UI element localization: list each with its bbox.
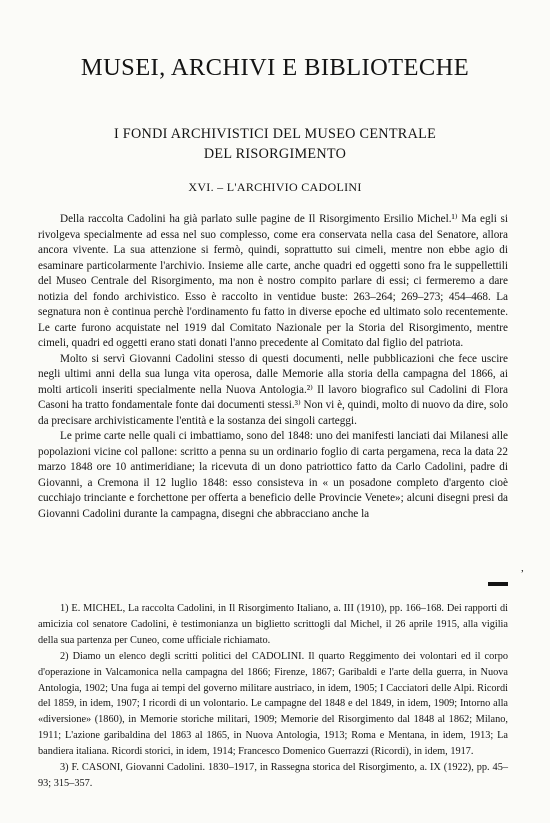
footnotes (38, 601, 508, 792)
section-title: MUSEI, ARCHIVI E BIBLIOTECHE (80, 54, 470, 81)
margin-mark: , (521, 562, 524, 574)
article-title-line-1: I FONDI ARCHIVISTICI DEL MUSEO CENTRALE (113, 126, 437, 142)
body-paragraph-1: Della raccolta Cadolini ha già parlato sulle pagine de Il Risorgimento Ersilio Michel.¹⁾ Ma egli si rivolgeva specialmente ad essa nel suo complesso, come era conservata nella casa del Senatore, allora ancora vivente. La sua attenzione si fermò, quindi, soprattutto sui cimeli, mentre non ebbe agio di esaminare particolarmente l'archivio. Insieme alle carte, anche quadri ed oggetti sono fra le suppellettili del Museo Centrale del Risorgimento, ma non è nostro compito parlare di essi; ci fermeremo a dare notizia del fondo archivistico. Esso è raccolto in ventidue buste: 263–264; 269–273; 454–468. La segnatura non è continua perchè l'ordinamento fu fatto in diverse epoche ed ultimato solo recentemente. Le carte furono acquistate nel 1919 dal Comitato Nazionale per la Storia del Risorgimento, mentre cimeli, quadri ed oggetti erano stati donati l'anno precedente al Comitato dal figlio del patriota. (38, 213, 508, 349)
footnote-1: 1) E. MICHEL, La raccolta Cadolini, in Il Risorgimento Italiano, a. III (1910), pp. 166–168. Dei rapporti di amicizia col senatore Cadolini, è testimonianza un biglietto scrittogli dal Michel, il 26 aprile 1915, alla vigilia della sua partenza per Cuneo, come ufficiale richiamato. (38, 603, 508, 646)
chapter-subtitle: XVI. – L'ARCHIVIO CADOLINI (188, 180, 362, 194)
continuation-mark (488, 582, 508, 586)
footnote-3: 3) F. CASONI, Giovanni Cadolini. 1830–1917, in Rassegna storica del Risorgimento, a. IX (1922), pp. 45–93; 315–357. (38, 762, 508, 789)
body-paragraph-2: Molto si servì Giovanni Cadolini stesso di questi documenti, nelle pubblicazioni che fece uscire negli ultimi anni della sua lunga vita operosa, dalle Memorie alla storia della campagna del 1866, ai molti articoli inseriti specialmente nella Nuova Antologia.²⁾ Il lavoro biografico sul Cadolini di Flora Casoni ha tratto fondamentale fonte dai documenti stessi.³⁾ Non vi è, quindi, molto di nuovo da dire, solo da precisare archivisticamente l'entità e la sostanza dei singoli carteggi. (38, 352, 508, 427)
footnote-2: 2) Diamo un elenco degli scritti politici del CADOLINI. Il quarto Reggimento dei volontari ed il corpo d'operazione in Valcamonica nella campagna del 1866; Firenze, 1867; Garibaldi e l'arte della guerra, in Nuova Antologia, 1902; Una fuga ai tempi del governo militare austriaco, in idem, 1905; I Cacciatori delle Alpi. Ricordi del 1859, in idem, 1907; I ricordi di un volontario. Le campagne del 1848 e del 1849, in idem, 1909; Intorno alla «diversione» (1860), in Memorie storiche militari, 1909; Memorie del Risorgimento dal 1848 al 1862; Milano, 1911; L'azione garibaldina del 1863 al 1865, in Nuova Antologia, 1913; Roma e Mentana, in idem, 1913; La bandiera italiana. Ricordi storici, in idem, 1914; Francesco Domenico Guerrazzi (Ricordi), in idem, 1917. (38, 650, 508, 758)
article-body (38, 212, 508, 522)
article-title-line-2: DEL RISORGIMENTO (203, 146, 347, 162)
body-paragraph-3: Le prime carte nelle quali ci imbattiamo, sono del 1848: uno dei manifesti lanciati dai Milanesi alle popolazioni vicine col pallone: scritto a penna su un ordinario foglio di carta pergamena, reca la data 22 marzo 1848 ore 10 antimeridiane; la ricevuta di un dono patriottico fatto da Carlo Cadolini, padre di Giovanni, a Cremona il 12 luglio 1848: esso consisteva in « un posadone completo d'argento cioè cucchiajo trinciante e forchettone per offerta a beneficio delle Provincie Venete»; alcuni disegni presi da Giovanni Cadolini durante la campagna, disegni che abbracciano anche la (38, 430, 508, 520)
article-title (0, 124, 550, 164)
